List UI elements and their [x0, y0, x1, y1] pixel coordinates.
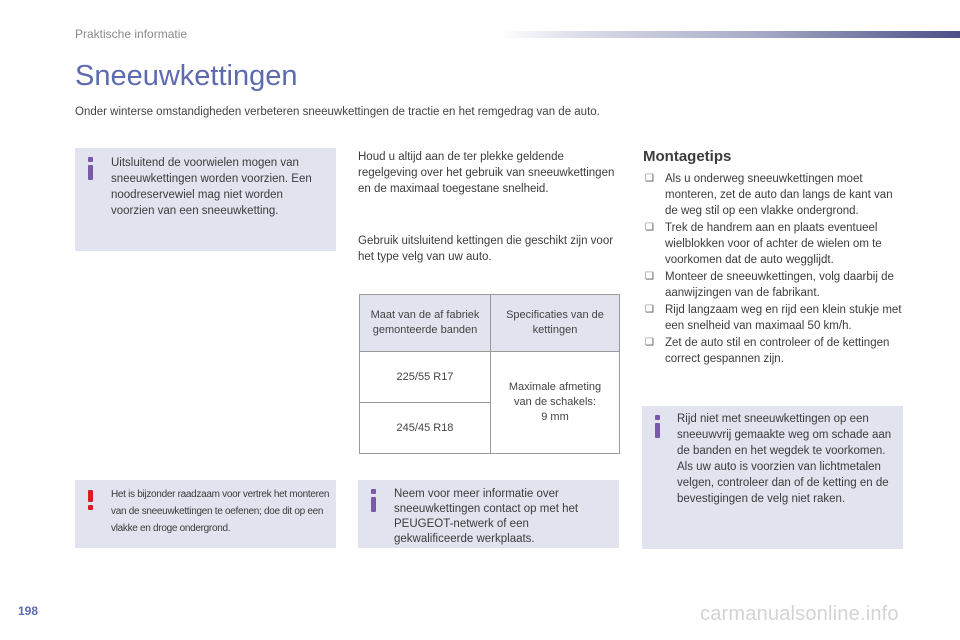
checkbox-bullet-icon: ❑: [645, 304, 654, 315]
chain-fit-paragraph: Gebruik uitsluitend kettingen die geschikt zijn voor het type velg van uw auto.: [358, 235, 614, 263]
info-box-front-wheels: [75, 148, 336, 251]
header-decoration-bar: [500, 31, 960, 38]
regulations-paragraph: Houd u altijd aan de ter plekke geldende regelgeving over het gebruik van sneeuwkettingen en de maximaal toegestane snelheid.: [358, 151, 615, 195]
info-box-road-damage: [642, 406, 903, 549]
info-box-more-information: [358, 480, 619, 548]
montagetips-list: [643, 171, 908, 368]
checkbox-bullet-icon: ❑: [645, 337, 654, 348]
table-header-row: [360, 295, 620, 352]
table-row: [360, 352, 620, 403]
section-label: Praktische informatie: [75, 27, 188, 41]
info-box-text: Neem voor meer informatie over sneeuwkettingen contact op met het PEUGEOT-netwerk of een gekwalificeerde werkplaats.: [394, 488, 579, 545]
watermark: carmanualsonline.info: [700, 603, 899, 625]
warning-box-text: Het is bijzonder raadzaam voor vertrek het monteren van de sneeuwkettingen te oefenen; doe dit op een vlakke en droge ondergrond.: [111, 489, 330, 534]
table-cell-chain-spec: [491, 352, 620, 454]
spec-line: 9 mm: [541, 411, 569, 423]
table-cell-tyre-size: 225/55 R17: [360, 352, 491, 403]
list-item: ❑ Trek de handrem aan en plaats eventueel wielblokken voor of achter de wielen om te voorkomen dat de auto wegglijdt.: [645, 222, 882, 266]
warning-box-practice: [75, 480, 336, 548]
list-item: ❑ Rijd langzaam weg en rijd een klein stukje met een snelheid van maximaal 50 km/h.: [645, 304, 902, 332]
list-item: ❑ Monteer de sneeuwkettingen, volg daarbij de aanwijzingen van de fabrikant.: [645, 271, 894, 299]
list-item: ❑ Als u onderweg sneeuwkettingen moet monteren, zet de auto dan langs de kant van de weg stil op een vlakke ondergrond.: [645, 173, 893, 217]
list-item: ❑ Zet de auto stil en controleer of de kettingen correct gespannen zijn.: [645, 337, 890, 365]
chain-spec-table: [359, 294, 620, 454]
intro-paragraph: Onder winterse omstandigheden verbeteren sneeuwkettingen de tractie en het remgedrag van de auto.: [75, 106, 600, 118]
page-number: 198: [18, 604, 39, 618]
info-box-text: Uitsluitend de voorwielen mogen van sneeuwkettingen worden voorzien. Een noodreservewiel mag niet worden voorzien van een sneeuwketting.: [111, 157, 312, 217]
checkbox-bullet-icon: ❑: [645, 271, 654, 282]
page-title: Sneeuwkettingen: [75, 60, 298, 92]
spec-line: Maximale afmeting: [508, 381, 602, 393]
checkbox-bullet-icon: ❑: [645, 173, 654, 184]
checkbox-bullet-icon: ❑: [645, 222, 654, 233]
table-header-chain-spec: Specificaties van de kettingen: [491, 295, 620, 352]
table-cell-tyre-size: 245/45 R18: [360, 403, 491, 454]
montagetips-title: Montagetips: [643, 148, 732, 165]
info-box-text: Rijd niet met sneeuwkettingen op een sneeuwvrij gemaakte weg om schade aan de banden en het wegdek te voorkomen. Als uw auto is voorzien van lichtmetalen velgen, controleer dan of de ketting en de bevestigingen de velg niet raken.: [677, 413, 892, 505]
table-header-tyre-size: Maat van de af fabriek gemonteerde banden: [360, 295, 491, 352]
spec-line: van de schakels:: [514, 396, 596, 408]
